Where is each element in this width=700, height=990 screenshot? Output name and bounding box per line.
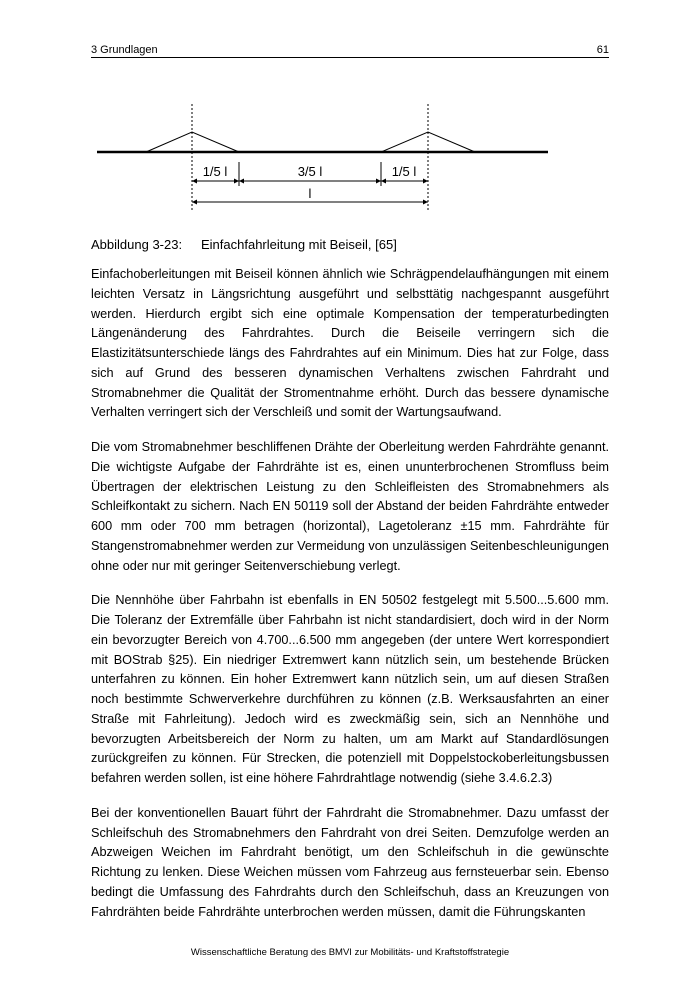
chapter-title: 3 Grundlagen	[91, 44, 158, 56]
paragraph: Einfachoberleitungen mit Beiseil können ähnlich wie Schrägpendelaufhängungen mit einem leichten Versatz in Längsrichtung ausgeführt und selbsttätig nachgespannt ausgeführt werden. Hierdurch ergibt sich eine optimale Kompensation der temperaturbedingten Längenänderung des Fahrdrahtes. Durch die Beiseile verringern sich die Elastizitätsunterschiede längs des Fahrdrahtes auf ein Minimum. Dies hat zur Folge, dass sich auf Grund des besseren dynamischen Verhaltens zwischen Fahrdraht und Stromabnehmer die Qualität der Stromentnahme erhöht. Durch das bessere dynamische Verhalten verringert sich der Verschleiß und somit der Wartungsaufwand.	[91, 267, 609, 420]
segment-label-2: 3/5 l	[297, 164, 323, 179]
page-number: 61	[596, 44, 609, 56]
page-footer: Wissenschaftliche Beratung des BMVI zur Mobilitäts- und Kraftstoffstrategie	[190, 947, 510, 958]
figure-caption	[91, 237, 397, 253]
segment-label-3: 1/5 l	[391, 164, 417, 179]
paragraph: Bei der konventionellen Bauart führt der Fahrdraht die Stromabnehmer. Dazu umfasst der Schleifschuh des Stromabnehmers den Fahrdraht von drei Seiten. Demzufolge werden an Abzweigen Weichen im Fahrdraht benötigt, um den Schleifschuh in die gewünschte Richtung zu lenken. Diese Weichen müssen vom Fahrzeug aus fernsteuerbar sein. Ebenso bedingt die Umfassung des Fahrdrahts durch den Schleifschuh, dass an Kreuzungen von Fahrdrähten beide Fahrdrähte unterbrochen werden müssen, damit die Führungskanten	[91, 805, 609, 919]
paragraph: Die Nennhöhe über Fahrbahn ist ebenfalls in EN 50502 festgelegt mit 5.500...5.600 mm. Die Toleranz der Extremfälle über Fahrbahn ist nicht standardisiert, doch wird in der Norm ein bevorzugter Bereich von 4.700...6.500 mm angegeben (der untere Wert korrespondiert mit BOStrab §25). Ein niedriger Extremwert kann nützlich sein, um bestehende Brücken unterfahren zu können. Ein hoher Extremwert kann nützlich sein, um auf diesen Straßen noch bestimmte Schwerverkehre durchführen zu können (z.B. Werksausfahrten an einer Straße mit Fahrleitung). Jedoch wird es zweckmäßig sein, sich an Nennhöhe und bevorzugten Arbeitsbereich der Norm zu halten, um am Markt auf Standardlösungen zurückgreifen zu können. Für Strecken, die potenziell mit Doppelstockoberleitungsbussen befahren werden sollen, ist eine höhere Fahrdrahtlage notwendig (siehe 3.4.6.2.3)	[91, 593, 609, 785]
segment-label-1: 1/5 l	[202, 164, 228, 179]
body-text	[91, 265, 609, 937]
page-header	[91, 43, 609, 58]
catenary-diagram	[91, 100, 561, 215]
caption-label: Abbildung 3-23:	[91, 237, 183, 252]
total-length-label: l	[308, 186, 312, 201]
paragraph: Die vom Stromabnehmer beschliffenen Drähte der Oberleitung werden Fahrdrähte genannt. Die wichtigste Aufgabe der Fahrdrähte ist es, einen ununterbrochenen Stromfluss beim Übertragen der elektrischen Leistung zu den Schleifleisten des Stromabnehmers als Schleifkontakt zu sichern. Nach EN 50119 soll der Abstand der beiden Fahrdrähte entweder 600 mm oder 700 mm betragen (horizontal), Lagetoleranz ±15 mm. Fahrdrähte für Stangenstromabnehmer werden zur Vermeidung von unzulässigen Seitenbeschleunigungen ohne oder nur mit geringer Seitenverschiebung verlegt.	[91, 440, 609, 573]
caption-text: Einfachfahrleitung mit Beiseil, [65]	[201, 237, 397, 252]
catenary-figure	[91, 100, 561, 215]
